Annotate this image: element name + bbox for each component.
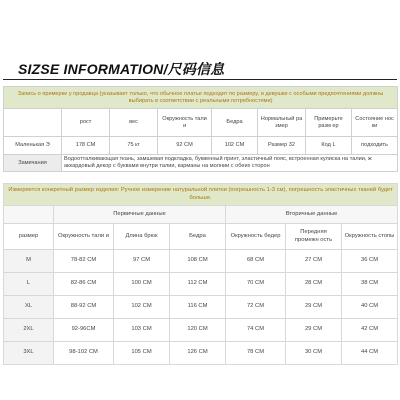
model-cell: 178 CM	[62, 137, 110, 155]
table-cell: 97 CM	[114, 250, 170, 273]
table-cell: 92-96CM	[54, 319, 114, 342]
table-cell: 116 CM	[170, 296, 226, 319]
table-cell: 36 CM	[342, 250, 398, 273]
table-cell: 68 CM	[226, 250, 286, 273]
table-row	[4, 342, 398, 365]
model-cell: Маленькая Э	[4, 137, 62, 155]
model-cell: 75 кг	[110, 137, 158, 155]
table-cell: 78-82 CM	[54, 250, 114, 273]
column-header: Окружность бедер	[226, 224, 286, 250]
column-header: Передняя промежн ость	[286, 224, 342, 250]
model-cell: Код L	[306, 137, 352, 155]
remark-label: Замечания	[4, 155, 62, 172]
size-chart-table	[3, 183, 398, 365]
size-label: M	[4, 250, 54, 273]
table-cell: 27 CM	[286, 250, 342, 273]
table-cell: 28 CM	[286, 273, 342, 296]
header-cell: Бедра	[212, 109, 258, 137]
column-header: Бедра	[170, 224, 226, 250]
table-cell: 88-92 CM	[54, 296, 114, 319]
table-cell: 105 CM	[114, 342, 170, 365]
table-cell: 103 CM	[114, 319, 170, 342]
model-cell: подходить	[352, 137, 398, 155]
table-cell: 42 CM	[342, 319, 398, 342]
table-cell: 100 CM	[114, 273, 170, 296]
table-cell: 38 CM	[342, 273, 398, 296]
header-cell: вес	[110, 109, 158, 137]
table-row	[4, 319, 398, 342]
size-label: L	[4, 273, 54, 296]
table-cell: 29 CM	[286, 296, 342, 319]
column-header: Окружность стопы	[342, 224, 398, 250]
table-cell: 78 CM	[226, 342, 286, 365]
table-cell: 72 CM	[226, 296, 286, 319]
header-divider	[3, 79, 397, 80]
size-label: 3XL	[4, 342, 54, 365]
table-cell: 120 CM	[170, 319, 226, 342]
header-cell: Окружность тали и	[158, 109, 212, 137]
header-cell	[4, 109, 62, 137]
header-cell: рост	[62, 109, 110, 137]
size-info-header	[0, 55, 400, 81]
table-cell: 126 CM	[170, 342, 226, 365]
table-cell: 40 CM	[342, 296, 398, 319]
header-cell: Нормальный ра змер	[258, 109, 306, 137]
fit-note: Запись о примерке у продавца (указывает только, что обычное платье подходит по размеру, и девушки с особыми предпочтениями должны выбирать в соответствии с реальными потребностями)	[4, 87, 398, 109]
table-cell: 70 CM	[226, 273, 286, 296]
page-title: SIZSE INFORMATION/尺码信息	[18, 61, 225, 77]
table-cell: 30 CM	[286, 342, 342, 365]
table-cell: 112 CM	[170, 273, 226, 296]
remark-line: аккардовый декор с буквами внутри талии, карманы на молнии с обеих сторон	[64, 163, 270, 169]
table-row	[4, 273, 398, 296]
model-cell: 102 CM	[212, 137, 258, 155]
table-cell: 102 CM	[114, 296, 170, 319]
remark-line: Водоотталкивающая ткань, замшевая подкладка, буквенный принт, эластичный пояс, встроенная кулиска на талии, ж	[64, 156, 372, 163]
table-cell: 74 CM	[226, 319, 286, 342]
size-label: 2XL	[4, 319, 54, 342]
table-cell: 44 CM	[342, 342, 398, 365]
table-cell: 108 CM	[170, 250, 226, 273]
header-cell: Состояние нос ки	[352, 109, 398, 137]
measurement-note: Измеряется конкретный размер изделия: Ручное измерение натуральной плитки (погрешность 1-3 см), погрешность эластичных тканей будет больше.	[4, 184, 398, 206]
column-header: Длина брюк	[114, 224, 170, 250]
table-cell: 82-86 CM	[54, 273, 114, 296]
remark-text	[62, 155, 398, 172]
column-header: размер	[4, 224, 54, 250]
group-empty-cell	[4, 206, 54, 224]
model-fit-table	[3, 86, 398, 172]
model-cell: 92 CM	[158, 137, 212, 155]
table-cell: 98-102 CM	[54, 342, 114, 365]
group-primary-label: Первичные данные	[54, 206, 226, 224]
table-row	[4, 296, 398, 319]
group-secondary-label: Вторичные данные	[226, 206, 398, 224]
column-header: Окружность тали и	[54, 224, 114, 250]
table-cell: 29 CM	[286, 319, 342, 342]
table-row	[4, 250, 398, 273]
size-label: XL	[4, 296, 54, 319]
header-cell: Примерьте разм ер	[306, 109, 352, 137]
model-cell: Размер 32	[258, 137, 306, 155]
